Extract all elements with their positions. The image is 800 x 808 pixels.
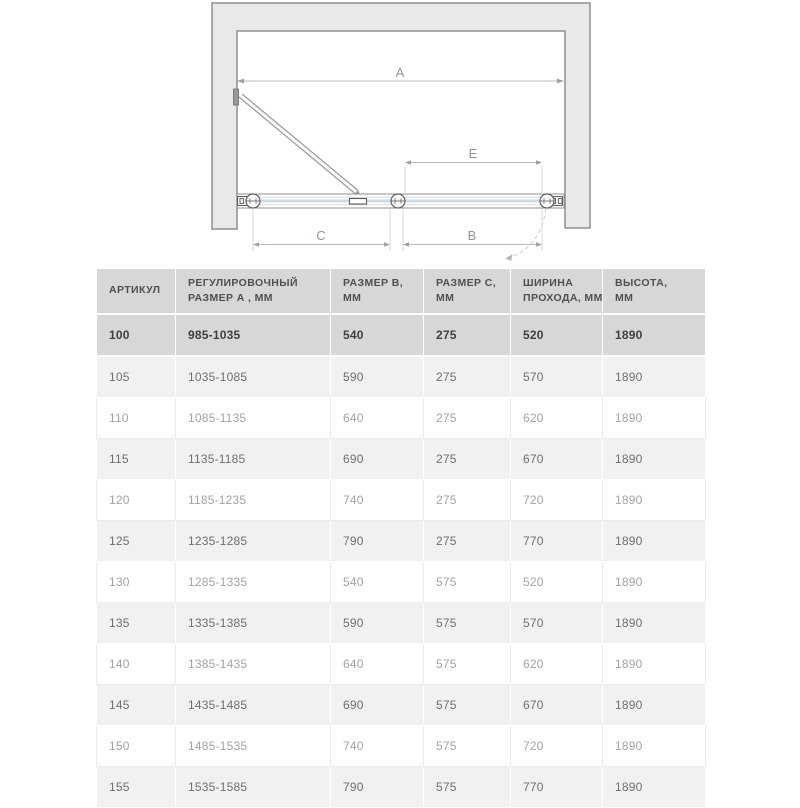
cell-height: 1890 xyxy=(603,644,706,685)
door-swing-arc xyxy=(505,209,546,261)
cell-size-a: 1435-1485 xyxy=(176,685,331,726)
cell-size-b: 790 xyxy=(331,767,424,808)
cell-height: 1890 xyxy=(603,314,706,356)
cell-size-b: 540 xyxy=(331,314,424,356)
cell-size-c: 275 xyxy=(424,356,511,398)
cell-size-c: 575 xyxy=(424,685,511,726)
cell-size-c: 575 xyxy=(424,767,511,808)
cell-size-b: 790 xyxy=(331,521,424,562)
dimension-b xyxy=(403,210,542,252)
cell-size-b: 690 xyxy=(331,439,424,480)
cell-size-a: 1185-1235 xyxy=(176,480,331,521)
cell-height: 1890 xyxy=(603,480,706,521)
table-row xyxy=(97,439,706,480)
table-row xyxy=(97,356,706,398)
cell-height: 1890 xyxy=(603,726,706,767)
cell-height: 1890 xyxy=(603,685,706,726)
table-row xyxy=(97,644,706,685)
cell-size-b: 690 xyxy=(331,685,424,726)
cell-size-b: 590 xyxy=(331,603,424,644)
cell-height: 1890 xyxy=(603,603,706,644)
cell-article: 145 xyxy=(97,685,176,726)
cell-height: 1890 xyxy=(603,767,706,808)
cell-size-b: 740 xyxy=(331,480,424,521)
cell-passage-width: 620 xyxy=(511,398,603,439)
cell-size-c: 575 xyxy=(424,644,511,685)
roller-left xyxy=(246,194,260,208)
cell-article: 130 xyxy=(97,562,176,603)
cell-height: 1890 xyxy=(603,439,706,480)
cell-article: 120 xyxy=(97,480,176,521)
cell-size-a: 1385-1435 xyxy=(176,644,331,685)
cell-size-c: 575 xyxy=(424,562,511,603)
cell-size-a: 1235-1285 xyxy=(176,521,331,562)
cell-size-b: 590 xyxy=(331,356,424,398)
column-header-height: ВЫСОТА, ММ xyxy=(603,269,706,315)
cell-passage-width: 620 xyxy=(511,644,603,685)
column-header-size-c: РАЗМЕР C, ММ xyxy=(424,269,511,315)
cell-passage-width: 720 xyxy=(511,480,603,521)
cell-article: 100 xyxy=(97,314,176,356)
spec-table-body xyxy=(97,314,706,808)
column-header-passage-width: ШИРИНА ПРОХОДА, ММ xyxy=(511,269,603,315)
door-panel-open xyxy=(234,89,362,196)
cell-height: 1890 xyxy=(603,356,706,398)
cell-size-c: 275 xyxy=(424,521,511,562)
cell-size-c: 275 xyxy=(424,439,511,480)
cell-article: 115 xyxy=(97,439,176,480)
table-row xyxy=(97,480,706,521)
cell-passage-width: 520 xyxy=(511,314,603,356)
dimension-c xyxy=(253,210,390,252)
door-hinge xyxy=(234,89,239,105)
column-header-article: АРТИКУЛ xyxy=(97,269,176,315)
cell-passage-width: 570 xyxy=(511,603,603,644)
cell-passage-width: 670 xyxy=(511,439,603,480)
cell-article: 150 xyxy=(97,726,176,767)
cell-size-b: 740 xyxy=(331,726,424,767)
cell-passage-width: 520 xyxy=(511,562,603,603)
cell-size-c: 275 xyxy=(424,398,511,439)
dimension-b-label: B xyxy=(467,228,477,243)
cell-height: 1890 xyxy=(603,562,706,603)
cell-article: 155 xyxy=(97,767,176,808)
cell-size-a: 1535-1585 xyxy=(176,767,331,808)
roller-middle xyxy=(391,194,405,208)
installation-diagram xyxy=(0,0,800,266)
cell-article: 105 xyxy=(97,356,176,398)
cell-size-a: 1485-1535 xyxy=(176,726,331,767)
column-header-size-a: РЕГУЛИРОВОЧНЫЙ РАЗМЕР А , ММ xyxy=(176,269,331,315)
size-spec-table-section xyxy=(96,268,705,808)
table-row xyxy=(97,398,706,439)
door-handle xyxy=(350,199,367,205)
cell-passage-width: 720 xyxy=(511,726,603,767)
dimension-a-label: A xyxy=(395,65,405,80)
table-row xyxy=(97,767,706,808)
cell-size-a: 1035-1085 xyxy=(176,356,331,398)
cell-size-a: 1285-1335 xyxy=(176,562,331,603)
cell-size-a: 1335-1385 xyxy=(176,603,331,644)
cell-height: 1890 xyxy=(603,521,706,562)
cell-height: 1890 xyxy=(603,398,706,439)
cell-size-a: 985-1035 xyxy=(176,314,331,356)
dimension-c-label: C xyxy=(316,228,326,243)
cell-size-b: 540 xyxy=(331,562,424,603)
cell-passage-width: 670 xyxy=(511,685,603,726)
cell-article: 140 xyxy=(97,644,176,685)
cell-size-b: 640 xyxy=(331,644,424,685)
dimension-e-label: E xyxy=(468,146,478,161)
table-row xyxy=(97,521,706,562)
diagram-svg xyxy=(0,0,800,266)
table-row xyxy=(97,603,706,644)
cell-size-a: 1085-1135 xyxy=(176,398,331,439)
cell-size-c: 575 xyxy=(424,603,511,644)
spec-table xyxy=(96,268,706,808)
cell-size-c: 575 xyxy=(424,726,511,767)
cell-article: 125 xyxy=(97,521,176,562)
table-header-row xyxy=(97,269,706,315)
cell-size-c: 275 xyxy=(424,480,511,521)
dimension-a xyxy=(237,65,564,83)
table-row xyxy=(97,562,706,603)
table-row xyxy=(97,685,706,726)
cell-passage-width: 570 xyxy=(511,356,603,398)
dimension-e xyxy=(405,146,542,193)
column-header-size-b: РАЗМЕР B, ММ xyxy=(331,269,424,315)
cell-size-b: 640 xyxy=(331,398,424,439)
cell-passage-width: 770 xyxy=(511,521,603,562)
cell-article: 110 xyxy=(97,398,176,439)
cell-passage-width: 770 xyxy=(511,767,603,808)
roller-right xyxy=(540,194,554,208)
cell-article: 135 xyxy=(97,603,176,644)
cell-size-a: 1135-1185 xyxy=(176,439,331,480)
table-row xyxy=(97,314,706,356)
cell-size-c: 275 xyxy=(424,314,511,356)
table-row xyxy=(97,726,706,767)
